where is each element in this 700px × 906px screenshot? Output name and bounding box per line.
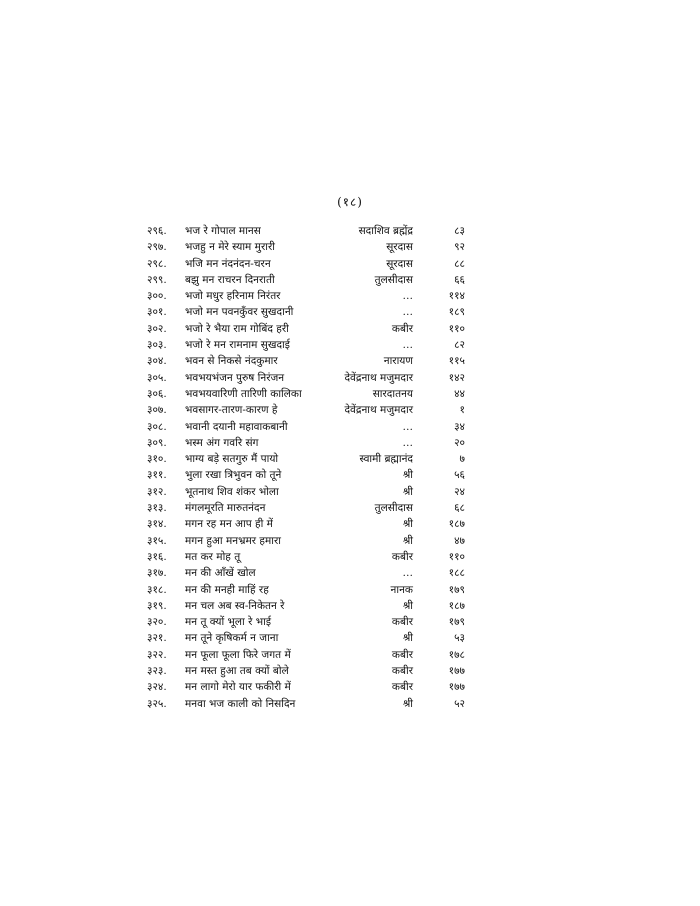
entry-number: ३२१. xyxy=(147,632,167,645)
entry-title: भजि मन नंदनंदन-चरन xyxy=(185,257,271,270)
entry-number: २९७. xyxy=(147,241,167,254)
entry-title: बझु मन राचरन दिनराती xyxy=(185,273,275,286)
index-row xyxy=(147,679,465,695)
entry-title: मन की मनही माहिं रह xyxy=(185,583,269,596)
index-row xyxy=(147,304,465,320)
entry-number: ३१५. xyxy=(147,534,167,547)
index-row xyxy=(147,533,465,549)
entry-author: … xyxy=(402,290,413,303)
entry-page-number: १८९ xyxy=(448,306,465,319)
index-row xyxy=(147,386,465,402)
entry-page-number: ५२ xyxy=(454,697,465,710)
entry-author: देवेंद्रनाथ मजुमदार xyxy=(344,371,413,384)
entry-author: … xyxy=(402,339,413,352)
entry-page-number: ४४ xyxy=(454,387,465,400)
entry-number: २९६. xyxy=(147,225,167,237)
entry-number: ३०८. xyxy=(147,420,167,433)
entry-author: सूरदास xyxy=(386,241,413,254)
entry-page-number: ११५ xyxy=(448,355,465,368)
entry-number: ३१९. xyxy=(147,599,167,612)
entry-author: कबीर xyxy=(391,322,413,335)
entry-number: ३०४. xyxy=(147,355,167,368)
index-row xyxy=(147,484,465,500)
entry-author: कबीर xyxy=(391,616,413,629)
index-row xyxy=(147,256,465,272)
index-row xyxy=(147,419,465,435)
index-row xyxy=(147,549,465,565)
index-row xyxy=(147,370,465,386)
index-row xyxy=(147,288,465,304)
bhajan-index-list xyxy=(147,223,465,712)
entry-title: मन की आँखें खोल xyxy=(185,567,256,580)
index-row xyxy=(147,223,465,239)
index-row xyxy=(147,272,465,288)
entry-title: मन तूने कृषिकर्म न जाना xyxy=(185,632,279,645)
entry-title: भवन से निकसे नंदकुमार xyxy=(185,355,278,368)
entry-author: कबीर xyxy=(391,681,413,694)
page-number: (१८) xyxy=(337,195,363,209)
entry-page-number: १७९ xyxy=(448,616,465,629)
entry-title: मगन हुआ मनभ्रमर हमारा xyxy=(185,534,281,547)
entry-title: भजो रे भैया राम गोबिंद हरी xyxy=(185,322,289,335)
entry-title: भजो रे मन रामनाम सुखदाई xyxy=(185,339,290,352)
entry-title: भवानी दयानी महावाकबानी xyxy=(185,420,288,433)
entry-number: ३२५. xyxy=(147,697,167,710)
entry-title: भजो मन पवनकुँवर सुखदानी xyxy=(185,306,294,319)
entry-title: मन तू क्यों भूला रे भाई xyxy=(185,616,271,629)
index-row xyxy=(147,630,465,646)
entry-title: भवभयवारिणी तारिणी कालिका xyxy=(185,387,302,400)
entry-number: ३२४. xyxy=(147,681,167,694)
entry-number: २९८. xyxy=(147,257,167,270)
index-row xyxy=(147,598,465,614)
entry-page-number: ५३ xyxy=(454,632,465,645)
entry-page-number: १७७ xyxy=(448,665,465,678)
entry-author: देवेंद्रनाथ मजुमदार xyxy=(344,404,413,417)
entry-page-number: १७७ xyxy=(448,681,465,694)
entry-page-number: १ xyxy=(459,404,465,417)
entry-page-number: ४७ xyxy=(454,534,465,547)
entry-title: भजो मधुर हरिनाम निरंतर xyxy=(185,290,281,303)
entry-page-number: २० xyxy=(454,436,465,449)
entry-author: कबीर xyxy=(391,550,413,563)
entry-author: … xyxy=(402,306,413,319)
entry-page-number: ८८ xyxy=(454,257,465,270)
entry-title: भस्म अंग गवरि संग xyxy=(185,436,259,449)
index-row xyxy=(147,663,465,679)
index-row xyxy=(147,353,465,369)
entry-page-number: ५६ xyxy=(454,469,465,482)
entry-number: ३२२. xyxy=(147,648,167,661)
entry-page-number: ७ xyxy=(459,453,465,466)
entry-title: मनवा भज काली को निसदिन xyxy=(185,697,296,710)
entry-page-number: ३४ xyxy=(454,420,465,433)
entry-author: कबीर xyxy=(391,648,413,661)
index-row xyxy=(147,402,465,418)
entry-number: ३०३. xyxy=(147,339,167,352)
entry-number: ३०५. xyxy=(147,371,167,384)
entry-title: मंगलमूरति मारुतनंदन xyxy=(185,502,266,515)
entry-author: … xyxy=(402,420,413,433)
entry-page-number: ६८ xyxy=(454,502,465,515)
entry-title: मन लागो मेरो यार फकीरी में xyxy=(185,681,291,694)
entry-title: भज रे गोपाल मानस xyxy=(185,225,261,237)
entry-author: … xyxy=(402,567,413,580)
index-row xyxy=(147,582,465,598)
entry-page-number: १८७ xyxy=(448,518,465,531)
entry-number: ३००. xyxy=(147,290,167,303)
entry-number: ३१३. xyxy=(147,502,167,515)
index-row xyxy=(147,321,465,337)
entry-number: ३१८. xyxy=(147,583,167,596)
entry-number: ३११. xyxy=(147,469,167,482)
index-row xyxy=(147,435,465,451)
entry-title: मत कर मोह तू xyxy=(185,550,241,563)
entry-author: सारदातनय xyxy=(372,387,413,400)
entry-title: भजहु न मेरे स्याम मुरारी xyxy=(185,241,275,254)
entry-page-number: ११४ xyxy=(448,290,465,303)
entry-number: ३१२. xyxy=(147,485,167,498)
entry-author: नारायण xyxy=(383,355,413,368)
entry-author: श्री xyxy=(402,599,413,612)
entry-author: सदाशिव ब्रह्मेंद्र xyxy=(358,225,413,237)
entry-number: २९९. xyxy=(147,273,167,286)
entry-author: श्री xyxy=(402,534,413,547)
entry-page-number: १४२ xyxy=(448,371,465,384)
entry-number: ३०७. xyxy=(147,404,167,417)
index-row xyxy=(147,696,465,712)
entry-author: तुलसीदास xyxy=(374,502,413,515)
index-row xyxy=(147,647,465,663)
entry-title: मन मस्त हुआ तब क्यों बोले xyxy=(185,665,289,678)
entry-author: श्री xyxy=(402,469,413,482)
entry-author: सूरदास xyxy=(386,257,413,270)
entry-number: ३२३. xyxy=(147,665,167,678)
entry-page-number: १७८ xyxy=(448,648,465,661)
entry-number: ३१०. xyxy=(147,453,167,466)
index-row xyxy=(147,516,465,532)
entry-page-number: १८७ xyxy=(448,599,465,612)
entry-author: … xyxy=(402,436,413,449)
entry-number: ३१६. xyxy=(147,550,167,563)
entry-number: ३०९. xyxy=(147,436,167,449)
entry-title: भुला रखा त्रिभुवन को तूने xyxy=(185,469,282,482)
entry-author: नानक xyxy=(390,583,413,596)
entry-page-number: ८२ xyxy=(454,339,465,352)
entry-page-number: ११० xyxy=(448,322,465,335)
entry-title: भवभयभंजन पुरुष निरंजन xyxy=(185,371,285,384)
index-row xyxy=(147,565,465,581)
entry-page-number: ९२ xyxy=(454,241,465,254)
entry-number: ३१७. xyxy=(147,567,167,580)
entry-page-number: १७९ xyxy=(448,583,465,596)
entry-title: भूतनाथ शिव शंकर भोला xyxy=(185,485,279,498)
entry-page-number: २४ xyxy=(454,485,465,498)
entry-author: स्वामी ब्रह्मानंद xyxy=(359,453,413,466)
entry-author: श्री xyxy=(402,697,413,710)
entry-author: कबीर xyxy=(391,665,413,678)
entry-number: ३१४. xyxy=(147,518,167,531)
entry-author: श्री xyxy=(402,485,413,498)
entry-title: मन चल अब स्व-निकेतन रे xyxy=(185,599,285,612)
entry-author: श्री xyxy=(402,518,413,531)
index-row xyxy=(147,337,465,353)
index-row xyxy=(147,239,465,255)
index-row xyxy=(147,451,465,467)
entry-title: भाग्य बड़े सतगुरु मैं पायो xyxy=(185,453,279,466)
index-row xyxy=(147,500,465,516)
entry-page-number: ६६ xyxy=(454,273,465,286)
entry-page-number: ११० xyxy=(448,550,465,563)
entry-title: भवसागर-तारण-कारण हे xyxy=(185,404,278,417)
index-row xyxy=(147,467,465,483)
entry-number: ३०६. xyxy=(147,387,167,400)
entry-number: ३२०. xyxy=(147,616,167,629)
entry-page-number: ८३ xyxy=(454,225,465,237)
index-row xyxy=(147,614,465,630)
entry-page-number: १८८ xyxy=(448,567,465,580)
entry-title: मगन रह मन आप ही में xyxy=(185,518,273,531)
entry-author: श्री xyxy=(402,632,413,645)
entry-number: ३०१. xyxy=(147,306,167,319)
entry-title: मन फूला फूला फिरे जगत में xyxy=(185,648,291,661)
entry-author: तुलसीदास xyxy=(374,273,413,286)
entry-number: ३०२. xyxy=(147,322,167,335)
